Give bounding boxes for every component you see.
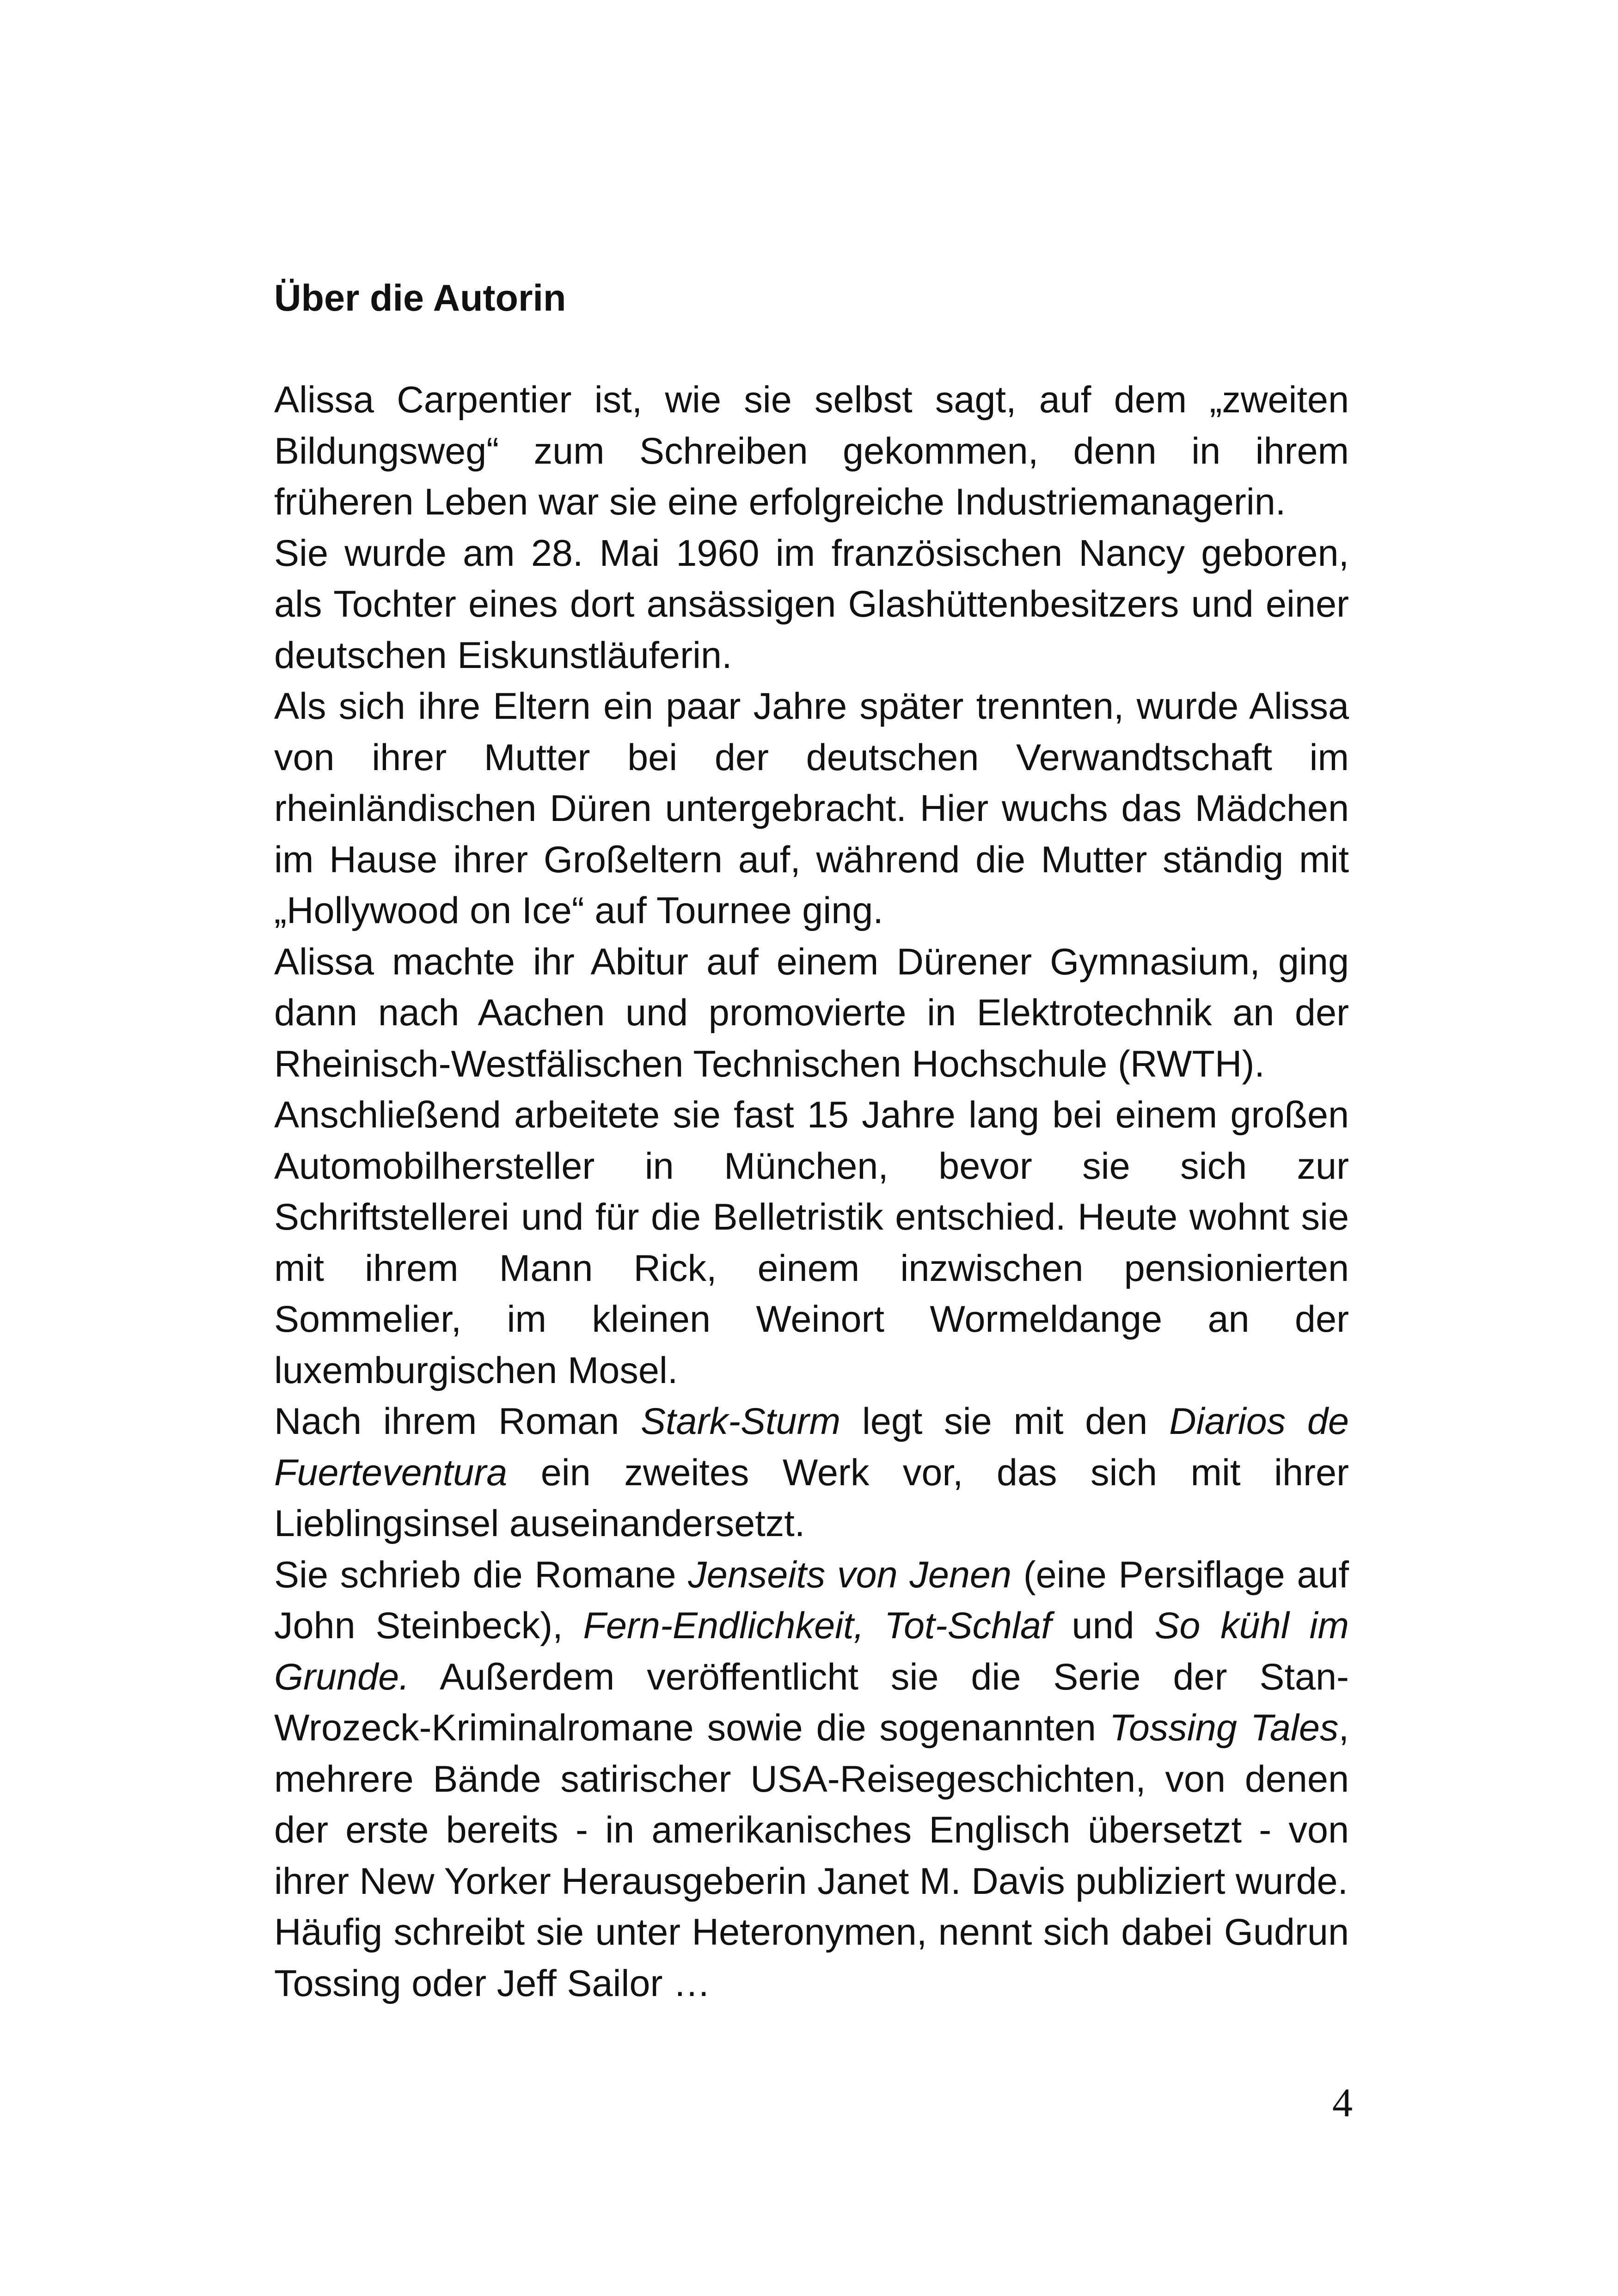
paragraph-text: Häufig schreibt sie unter Heteronymen, nennt sich dabei Gudrun Tossing oder Jeff Sailor …	[274, 1911, 1349, 2004]
paragraph-text: ein zweites Werk vor, das sich mit ihrer Lieblingsinsel auseinandersetzt.	[274, 1451, 1349, 1544]
paragraph-text: legt sie mit den	[840, 1401, 1170, 1442]
body-paragraph	[274, 528, 1349, 681]
body-text	[274, 374, 1349, 2009]
paragraph-text: Sie wurde am 28. Mai 1960 im französischen Nancy geboren, als Tochter eines dort ansässigen Glashüttenbesitzers und einer deutschen Eiskunstläuferin.	[274, 532, 1349, 676]
page-number: 4	[1332, 2081, 1353, 2125]
body-paragraph	[274, 1090, 1349, 1396]
paragraph-text: Nach ihrem Roman	[274, 1401, 641, 1442]
paragraph-text: , mehrere Bände satirischer USA-Reisegeschichten, von denen der erste bereits - in amerikanisches Englisch übersetzt - von ihrer New Yorker Herausgeberin Janet M. Davis publiziert wurde.	[274, 1707, 1349, 1902]
body-paragraph	[274, 1396, 1349, 1549]
body-paragraph	[274, 681, 1349, 937]
italic-title-text: So kühl im Grunde.	[274, 1605, 1349, 1698]
paragraph-text: Sie schrieb die Romane	[274, 1554, 688, 1596]
page-content	[274, 273, 1349, 2009]
paragraph-text: Als sich ihre Eltern ein paar Jahre später trennten, wurde Alissa von ihrer Mutter bei der deutschen Verwandtschaft im rheinländischen Düren untergebracht. Hier wuchs das Mädchen im Hause ihrer Großeltern auf, während die Mutter ständig mit „Hollywood on Ice“ auf Tournee ging.	[274, 686, 1349, 931]
paragraph-text: (eine Persiflage auf John Steinbeck),	[274, 1554, 1349, 1647]
italic-title-text: Diarios de Fuerteventura	[274, 1401, 1349, 1494]
paragraph-text: und	[1051, 1605, 1155, 1647]
italic-title-text: Fern-Endlichkeit, Tot-Schlaf	[583, 1605, 1052, 1647]
body-paragraph	[274, 1549, 1349, 1907]
body-paragraph	[274, 374, 1349, 528]
paragraph-text: Alissa Carpentier ist, wie sie selbst sagt, auf dem „zweiten Bildungsweg“ zum Schreiben gekommen, denn in ihrem früheren Leben war sie eine erfolgreiche Industriemanagerin.	[274, 379, 1349, 523]
heading-spacer	[274, 324, 1349, 374]
italic-title-text: Jenseits von Jenen	[688, 1554, 1012, 1596]
paragraph-text: Alissa machte ihr Abitur auf einem Dürener Gymnasium, ging dann nach Aachen und promovierte in Elektrotechnik an der Rheinisch-Westfälischen Technischen Hochschule (RWTH).	[274, 941, 1349, 1085]
paragraph-text: Außerdem veröffentlicht sie die Serie der Stan-Wrozeck-Kriminalromane sowie die sogenannten	[274, 1656, 1349, 1749]
section-heading: Über die Autorin	[274, 277, 566, 319]
paragraph-text: Anschließend arbeitete sie fast 15 Jahre lang bei einem großen Automobilhersteller in München, bevor sie sich zur Schriftstellerei und für die Belletristik entschied. Heute wohnt sie mit ihrem Mann Rick, einem inzwischen pensionierten Sommelier, im kleinen Weinort Wormeldange an der luxemburgischen Mosel.	[274, 1094, 1349, 1391]
italic-title-text: Tossing Tales	[1109, 1707, 1339, 1749]
body-paragraph	[274, 1907, 1349, 2009]
body-paragraph	[274, 937, 1349, 1090]
italic-title-text: Stark-Sturm	[641, 1401, 841, 1442]
